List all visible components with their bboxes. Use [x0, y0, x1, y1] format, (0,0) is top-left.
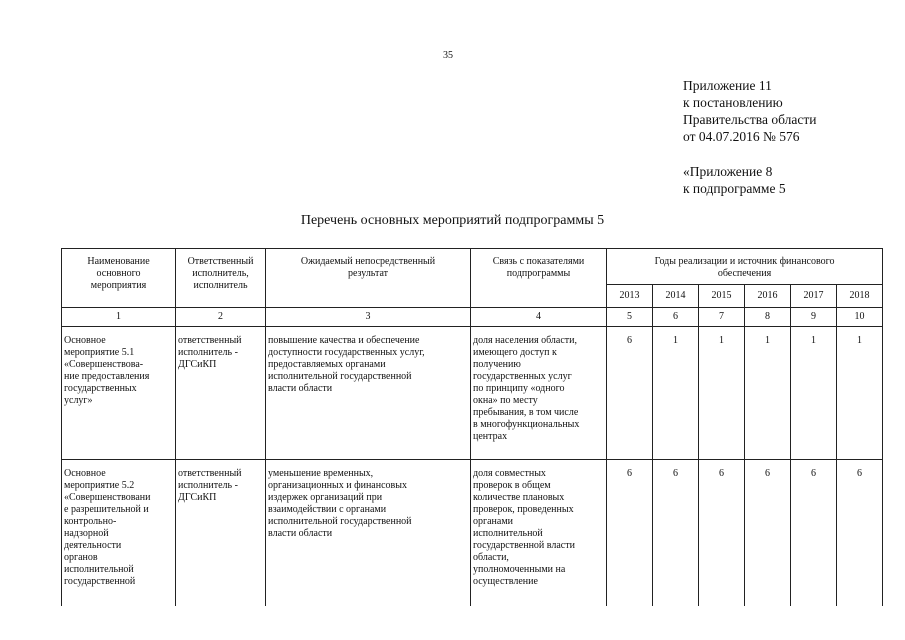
column-number: 2	[176, 308, 266, 327]
column-number: 10	[837, 308, 883, 327]
column-number: 3	[266, 308, 471, 327]
header-years: Годы реализации и источник финансового обеспечения	[607, 249, 883, 285]
measure-result: уменьшение временных, организационных и финансовых издержек организаций при взаимодействии с органами исполнительной государственной власти области	[266, 460, 471, 607]
year-cell: 2014	[653, 285, 699, 308]
year-value: 1	[745, 327, 791, 460]
header-link: Связь с показателями подпрограммы	[471, 249, 607, 308]
measure-executor: ответственный исполнитель - ДГСиКП	[176, 327, 266, 460]
year-cell: 2018	[837, 285, 883, 308]
measure-indicator-link: доля населения области, имеющего доступ к получению государственных услуг по принципу «одного окна» по месту пребывания, в том числе в многофункциональных центрах	[471, 327, 607, 460]
year-value: 6	[699, 460, 745, 607]
header-executor: Ответственный исполнитель, исполнитель	[176, 249, 266, 308]
measures-table	[61, 248, 883, 606]
appendix-line: Правительства области	[683, 112, 817, 127]
appendix-line: к постановлению	[683, 95, 783, 110]
column-number: 1	[62, 308, 176, 327]
column-number: 8	[745, 308, 791, 327]
year-cell: 2017	[791, 285, 837, 308]
appendix-line: от 04.07.2016 № 576	[683, 129, 800, 144]
measure-result: повышение качества и обеспечение доступности государственных услуг, предоставляемых органами исполнительной государственной власти области	[266, 327, 471, 460]
year-value: 6	[607, 327, 653, 460]
measure-executor: ответственный исполнитель - ДГСиКП	[176, 460, 266, 607]
appendix-block	[683, 77, 816, 197]
year-value: 1	[653, 327, 699, 460]
year-value: 6	[837, 460, 883, 607]
year-cell: 2013	[607, 285, 653, 308]
year-value: 6	[791, 460, 837, 607]
column-number: 9	[791, 308, 837, 327]
appendix-line: Приложение 11	[683, 78, 772, 93]
year-cell: 2015	[699, 285, 745, 308]
header-result: Ожидаемый непосредственный результат	[266, 249, 471, 308]
year-value: 6	[653, 460, 699, 607]
header-name: Наименование основного мероприятия	[62, 249, 176, 308]
year-value: 1	[699, 327, 745, 460]
column-number: 5	[607, 308, 653, 327]
measure-indicator-link: доля совместных проверок в общем количестве плановых проверок, проведенных органами исполнительной государственной власти области, уполномоченными на осуществление	[471, 460, 607, 607]
table-row	[62, 460, 883, 607]
year-value: 6	[607, 460, 653, 607]
column-numbers-row	[62, 308, 883, 327]
year-cell: 2016	[745, 285, 791, 308]
measure-name: Основное мероприятие 5.2 «Совершенствовани е разрешительной и контрольно- надзорной деятельности органов исполнительной государственной	[62, 460, 176, 607]
page-number: 35	[443, 50, 453, 61]
document-title: Перечень основных мероприятий подпрограммы 5	[300, 213, 605, 228]
year-value: 1	[837, 327, 883, 460]
header-row	[62, 249, 883, 285]
appendix-line: к подпрограмме 5	[683, 181, 786, 196]
year-value: 1	[791, 327, 837, 460]
appendix-line: «Приложение 8	[683, 164, 773, 179]
table-row	[62, 327, 883, 460]
year-value: 6	[745, 460, 791, 607]
column-number: 4	[471, 308, 607, 327]
column-number: 7	[699, 308, 745, 327]
column-number: 6	[653, 308, 699, 327]
measure-name: Основное мероприятие 5.1 «Совершенствова- ние предоставления государственных услуг»	[62, 327, 176, 460]
